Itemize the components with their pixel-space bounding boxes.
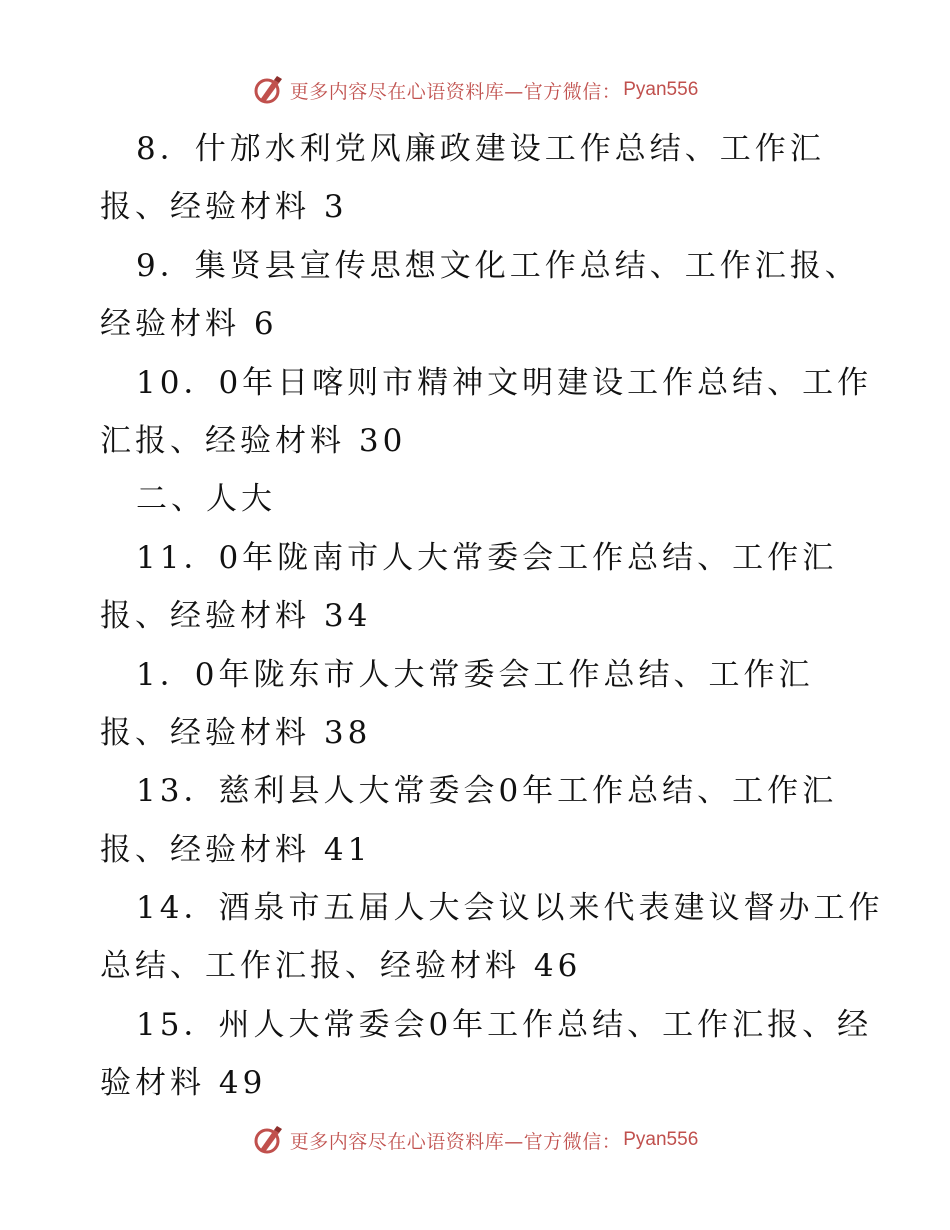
toc-line: 汇报、经验材料 30: [100, 422, 407, 459]
toc-line: 验材料 49: [100, 1065, 267, 1102]
toc-line: 13．慈利县人大常委会0年工作总结、工作汇: [136, 773, 838, 810]
watermark-wechat-id: Pyan556: [623, 79, 699, 100]
toc-line: 11．0年陇南市人大常委会工作总结、工作汇: [136, 539, 838, 576]
footer-watermark: [0, 1120, 950, 1160]
section-heading: 二、人大: [136, 481, 276, 518]
pen-logo-icon: [252, 1124, 284, 1156]
toc-line: 15．州人大常委会0年工作总结、工作汇报、经: [136, 1006, 873, 1043]
toc-line: 总结、工作汇报、经验材料 46: [100, 948, 582, 985]
header-watermark: [0, 70, 950, 110]
watermark-text: 更多内容尽在心语资料库—官方微信：: [289, 80, 622, 103]
toc-line: 报、经验材料 34: [100, 598, 372, 635]
toc-line: 8．什邡水利党风廉政建设工作总结、工作汇: [136, 131, 825, 167]
toc-line: 1．0年陇东市人大常委会工作总结、工作汇: [136, 656, 814, 693]
watermark-text: 更多内容尽在心语资料库—官方微信：: [289, 1130, 622, 1153]
toc-line: 报、经验材料 38: [100, 714, 372, 751]
watermark-wechat-id: Pyan556: [623, 1129, 699, 1150]
toc-line: 报、经验材料 3: [100, 189, 348, 226]
toc-line: 14．酒泉市五届人大会议以来代表建议督办工作: [136, 890, 884, 927]
pen-logo-icon: [252, 74, 284, 106]
toc-line: 10．0年日喀则市精神文明建设工作总结、工作: [136, 364, 873, 401]
toc-content: [100, 120, 884, 1113]
toc-line: 9．集贤县宣传思想文化工作总结、工作汇报、: [136, 247, 860, 284]
toc-line: 报、经验材料 41: [100, 831, 372, 868]
toc-line: 经验材料 6: [100, 306, 278, 343]
